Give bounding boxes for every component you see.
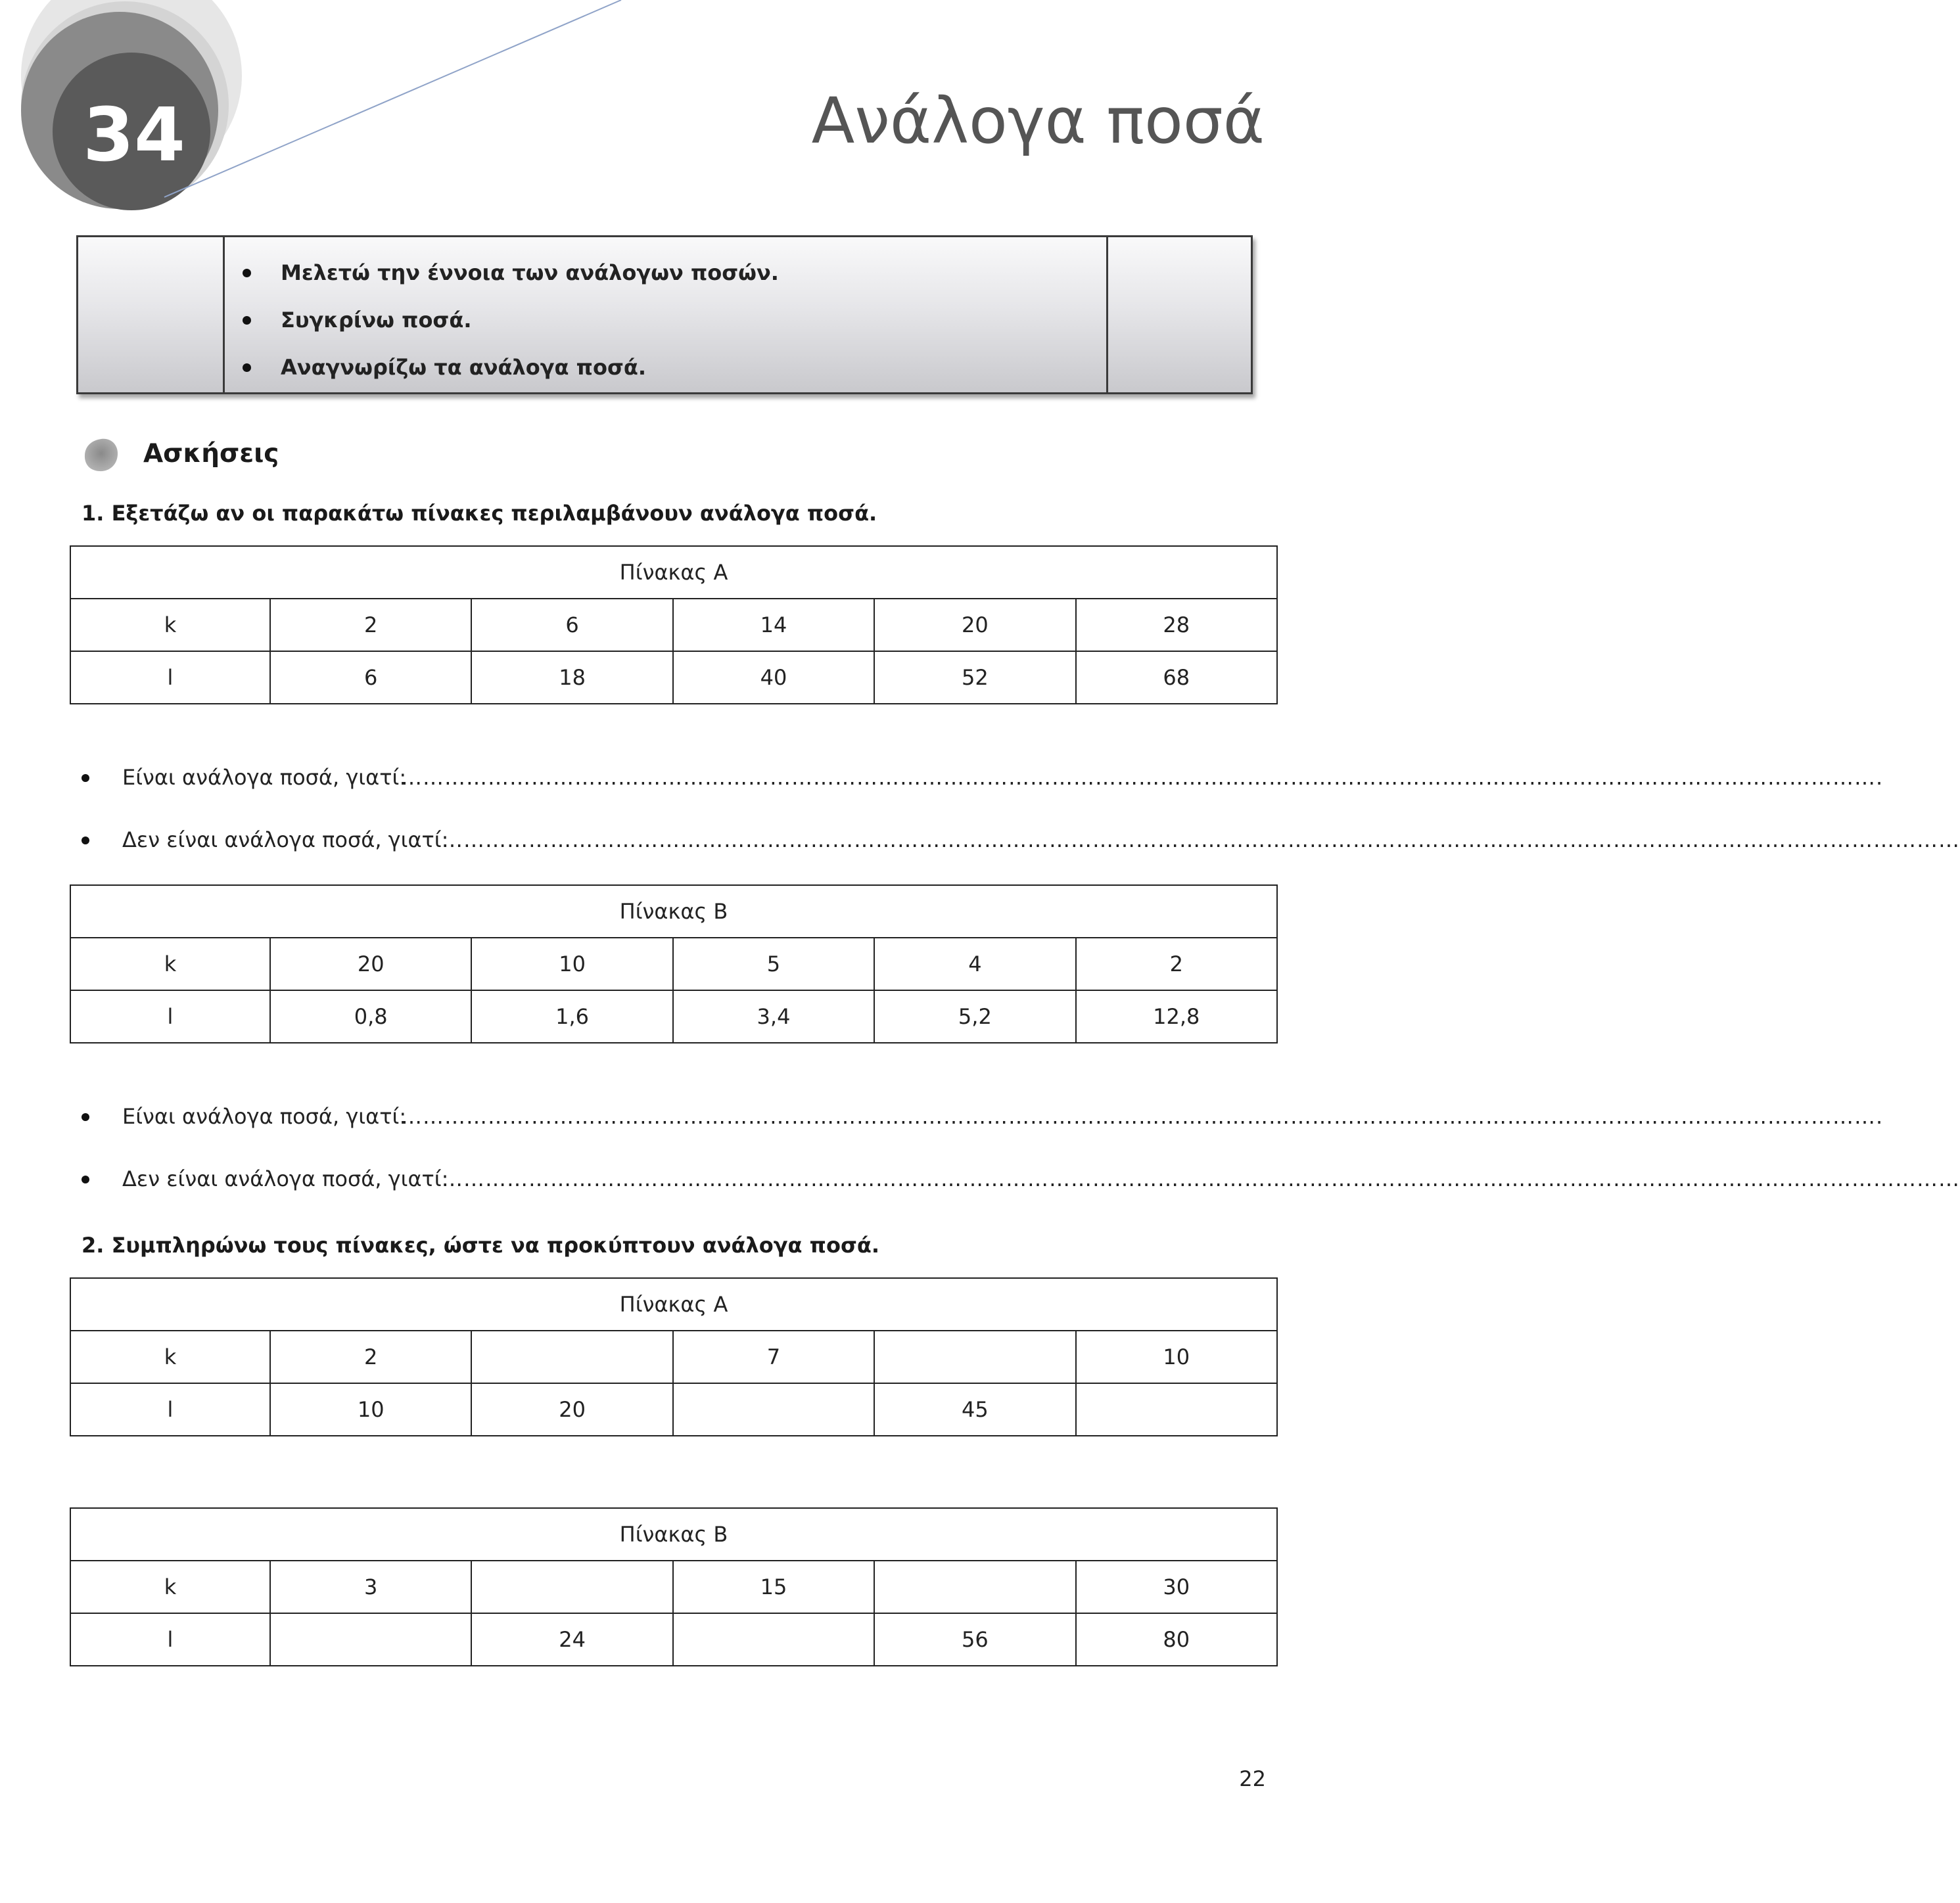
- table-cell: 45: [874, 1383, 1075, 1436]
- table-cell: 24: [471, 1613, 672, 1666]
- exercise-1-table-b: [70, 884, 1278, 1043]
- exercise-1-table-a: [70, 545, 1278, 704]
- table-title: Πίνακας Α: [70, 1278, 1277, 1331]
- answer-label: Είναι ανάλογα ποσά, γιατί:: [122, 1104, 407, 1129]
- table-cell: 0,8: [270, 990, 471, 1043]
- answer-dots: …………………………………………………………………………………………………………………………………………………………………………………………: [442, 1166, 1960, 1191]
- table-cell: 5,2: [874, 990, 1075, 1043]
- answer-label: Δεν είναι ανάλογα ποσά, γιατί:: [122, 827, 449, 852]
- table-cell: 10: [1076, 1331, 1277, 1383]
- table-cell: 20: [874, 599, 1075, 651]
- table-title: Πίνακας Α: [70, 546, 1277, 599]
- table-row: [70, 1331, 1277, 1383]
- table-cell: 40: [673, 651, 874, 704]
- table-cell: 52: [874, 651, 1075, 704]
- table-row: [70, 651, 1277, 704]
- table-cell: 2: [270, 1331, 471, 1383]
- table-cell: 6: [471, 599, 672, 651]
- table-cell: 2: [270, 599, 471, 651]
- table-cell-blank[interactable]: [471, 1561, 672, 1613]
- answer-line-yes[interactable]: [82, 761, 1884, 794]
- table-cell: k: [70, 938, 270, 990]
- table-cell-blank[interactable]: [874, 1561, 1075, 1613]
- table-cell: 18: [471, 651, 672, 704]
- answer-label: Δεν είναι ανάλογα ποσά, γιατί:: [122, 1166, 449, 1191]
- table-cell: 68: [1076, 651, 1277, 704]
- objective-item: Συγκρίνω ποσά.: [243, 296, 779, 344]
- table-row: [70, 1383, 1277, 1436]
- table-cell: 1,6: [471, 990, 672, 1043]
- table-title: Πίνακας Β: [70, 885, 1277, 938]
- table-cell: l: [70, 651, 270, 704]
- table-cell-blank[interactable]: [471, 1331, 672, 1383]
- page-number: 22: [1239, 1766, 1266, 1791]
- table-cell: 80: [1076, 1613, 1277, 1666]
- table-cell: 7: [673, 1331, 874, 1383]
- table-row: [70, 938, 1277, 990]
- exercise-2-table-a: [70, 1277, 1278, 1436]
- answer-dots: …………………………………………………………………………………………………………………………………………………………………………………….: [401, 1104, 1884, 1129]
- objectives-list: [243, 249, 779, 391]
- table-row: [70, 990, 1277, 1043]
- section-blob-icon: [82, 435, 121, 474]
- table-cell: 30: [1076, 1561, 1277, 1613]
- table-row: [70, 1613, 1277, 1666]
- objective-item: Αναγνωρίζω τα ανάλογα ποσά.: [243, 344, 779, 391]
- answer-line-no[interactable]: [82, 823, 1960, 856]
- table-cell: 14: [673, 599, 874, 651]
- table-cell: l: [70, 1613, 270, 1666]
- table-cell: 4: [874, 938, 1075, 990]
- table-cell: 12,8: [1076, 990, 1277, 1043]
- answer-line-no[interactable]: [82, 1162, 1960, 1195]
- objective-item: Μελετώ την έννοια των ανάλογων ποσών.: [243, 249, 779, 296]
- answer-dots: …………………………………………………………………………………………………………………………………………………………………………………….: [401, 765, 1884, 790]
- table-title: Πίνακας Β: [70, 1508, 1277, 1561]
- table-cell: l: [70, 1383, 270, 1436]
- table-cell: 10: [270, 1383, 471, 1436]
- table-cell-blank[interactable]: [673, 1383, 874, 1436]
- exercise-1-prompt: 1. Εξετάζω αν οι παρακάτω πίνακες περιλαμβάνουν ανάλογα ποσά.: [82, 501, 877, 526]
- table-cell-blank[interactable]: [270, 1613, 471, 1666]
- table-cell: k: [70, 599, 270, 651]
- table-cell: 15: [673, 1561, 874, 1613]
- table-cell: 3: [270, 1561, 471, 1613]
- answer-line-yes[interactable]: [82, 1100, 1884, 1133]
- table-row: [70, 599, 1277, 651]
- table-cell: 56: [874, 1613, 1075, 1666]
- table-cell: 28: [1076, 599, 1277, 651]
- table-cell: k: [70, 1561, 270, 1613]
- table-cell: k: [70, 1331, 270, 1383]
- table-cell-blank[interactable]: [673, 1613, 874, 1666]
- table-cell: 5: [673, 938, 874, 990]
- page-title: Ανάλογα ποσά: [811, 84, 1265, 158]
- table-cell: 20: [471, 1383, 672, 1436]
- table-cell: 3,4: [673, 990, 874, 1043]
- table-cell: 6: [270, 651, 471, 704]
- table-cell: l: [70, 990, 270, 1043]
- lesson-number: 34: [83, 93, 185, 178]
- answer-dots: …………………………………………………………………………………………………………………………………………………………………………………………: [442, 827, 1960, 852]
- table-cell-blank[interactable]: [874, 1331, 1075, 1383]
- exercise-2-table-b: [70, 1507, 1278, 1666]
- table-cell: 10: [471, 938, 672, 990]
- table-cell: 2: [1076, 938, 1277, 990]
- table-cell-blank[interactable]: [1076, 1383, 1277, 1436]
- answer-label: Είναι ανάλογα ποσά, γιατί:: [122, 765, 407, 790]
- exercise-2-prompt: 2. Συμπληρώνω τους πίνακες, ώστε να προκύπτουν ανάλογα ποσά.: [82, 1233, 880, 1258]
- objectives-box: [76, 235, 1253, 394]
- section-title: Ασκήσεις: [143, 439, 279, 469]
- table-cell: 20: [270, 938, 471, 990]
- table-row: [70, 1561, 1277, 1613]
